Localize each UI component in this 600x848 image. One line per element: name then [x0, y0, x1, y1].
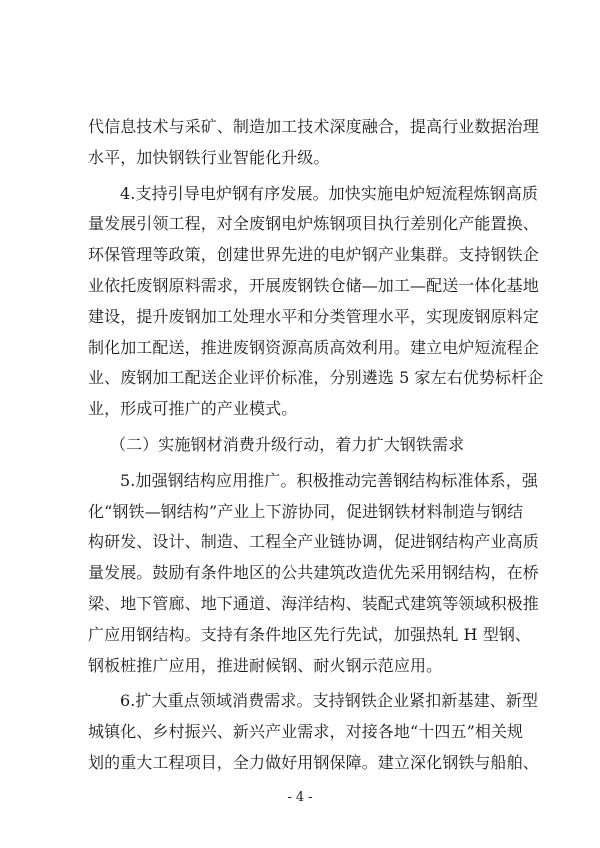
paragraph-6-line: 城镇化、乡村振兴、新兴产业需求，对接各地“十四五”相关规 [88, 722, 524, 742]
section-heading: （二）实施钢材消费升级行动，着力扩大钢铁需求 [110, 434, 465, 454]
paragraph-5-line: 量发展。鼓励有条件地区的公共建筑改造优先采用钢结构，在桥 [88, 563, 539, 583]
text-line: 水平，加快钢铁行业智能化升级。 [88, 147, 330, 167]
paragraph-4-line: 业，形成可推广的产业模式。 [88, 399, 298, 419]
paragraph-4-line: 4.支持引导电炉钢有序发展。加快实施电炉短流程炼钢高质 [120, 183, 538, 203]
paragraph-4-line: 量发展引领工程，对全废钢电炉炼钢项目执行差别化产能置换、 [88, 214, 539, 234]
paragraph-4-line: 制化加工配送，推进废钢资源高质高效利用。建立电炉短流程企 [88, 337, 539, 357]
paragraph-4-line: 业、废钢加工配送企业评价标准，分别遴选 5 家左右优势标杆企 [88, 368, 544, 388]
paragraph-5-line: 广应用钢结构。支持有条件地区先行先试，加强热轧 H 型钢、 [88, 624, 532, 644]
text-line: 代信息技术与采矿、制造加工技术深度融合，提高行业数据治理 [88, 117, 539, 136]
paragraph-4-line: 建设，提升废钢加工处理水平和分类管理水平，实现废钢原料定 [88, 306, 539, 326]
page-number: - 4 - [287, 790, 313, 805]
paragraph-5-line: 化“钢铁—钢结构”产业上下游协同，促进钢铁材料制造与钢结 [88, 501, 524, 521]
body-text [88, 112, 544, 779]
paragraph-6-line: 划的重大工程项目，全力做好用钢保障。建立深化钢铁与船舶、 [88, 752, 539, 772]
paragraph-5-line: 钢板桩推广应用，推进耐候钢、耐火钢示范应用。 [88, 655, 443, 675]
paragraph-4-line: 环保管理等政策，创建世界先进的电炉钢产业集群。支持钢铁企 [88, 245, 539, 265]
paragraph-5-line: 构研发、设计、制造、工程全产业链协调，促进钢结构产业高质 [88, 532, 539, 552]
paragraph-5-line: 梁、地下管廊、地下通道、海洋结构、装配式建筑等领域积极推 [88, 593, 539, 613]
paragraph-4-line: 业依托废钢原料需求，开展废钢铁仓储—加工—配送一体化基地 [88, 275, 539, 295]
paragraph-5-line: 5.加强钢结构应用推广。积极推动完善钢结构标准体系，强 [120, 470, 538, 490]
paragraph-6-line: 6.扩大重点领域消费需求。支持钢铁企业紧扣新基建、新型 [120, 691, 538, 711]
